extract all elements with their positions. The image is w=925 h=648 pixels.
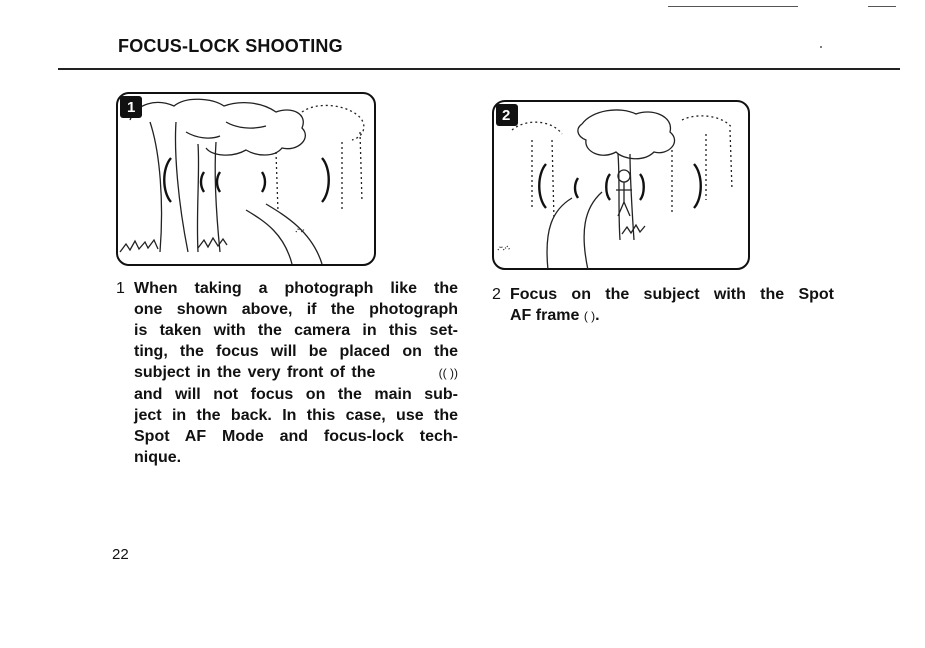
step-1-line: subject in the very front of the: [134, 364, 376, 381]
step-1-text: [134, 278, 458, 468]
title-divider: [58, 68, 900, 70]
step-1-number: 1: [116, 280, 125, 297]
figure-1-badge: 1: [127, 99, 136, 116]
step-1-line: one shown above, if the photograph: [134, 301, 458, 318]
figure-2-drawing: [492, 100, 752, 272]
figure-2-badge: 2: [502, 107, 511, 124]
step-1-line: is taken with the camera in this set-: [134, 322, 458, 339]
figure-1-drawing: [116, 92, 378, 268]
step-2-line: AF frame: [510, 307, 580, 324]
focus-frame-symbol: (( )): [438, 366, 458, 380]
step-1-line: Spot AF Mode and focus-lock tech-: [134, 428, 458, 445]
step-1-line: ting, the focus will be placed on the: [134, 343, 458, 360]
top-rule-mark: [668, 6, 798, 7]
step-2-line: Focus on the subject with the Spot: [510, 286, 834, 303]
step-2-text: [510, 284, 834, 327]
step-2-suffix: .: [595, 307, 600, 324]
step-1-line: When taking a photograph like the: [134, 280, 458, 297]
step-1-line: and will not focus on the main sub-: [134, 386, 458, 403]
page-number: 22: [112, 546, 129, 563]
figure-1-illustration: [116, 92, 378, 268]
figure-2-illustration: [492, 100, 752, 272]
step-1: [116, 278, 458, 478]
step-1-line: ject in the back. In this case, use the: [134, 407, 458, 424]
step-2-number: 2: [492, 286, 501, 303]
page-title: FOCUS-LOCK SHOOTING: [118, 36, 343, 56]
step-2: [492, 284, 836, 334]
step-1-line-with-symbol: [134, 362, 458, 384]
top-rule-mark: [868, 6, 896, 7]
scan-speck: [820, 46, 822, 48]
step-1-line: nique.: [134, 449, 182, 466]
step-2-line-with-symbol: [510, 305, 834, 327]
spot-af-frame-symbol: ( ): [583, 309, 596, 323]
